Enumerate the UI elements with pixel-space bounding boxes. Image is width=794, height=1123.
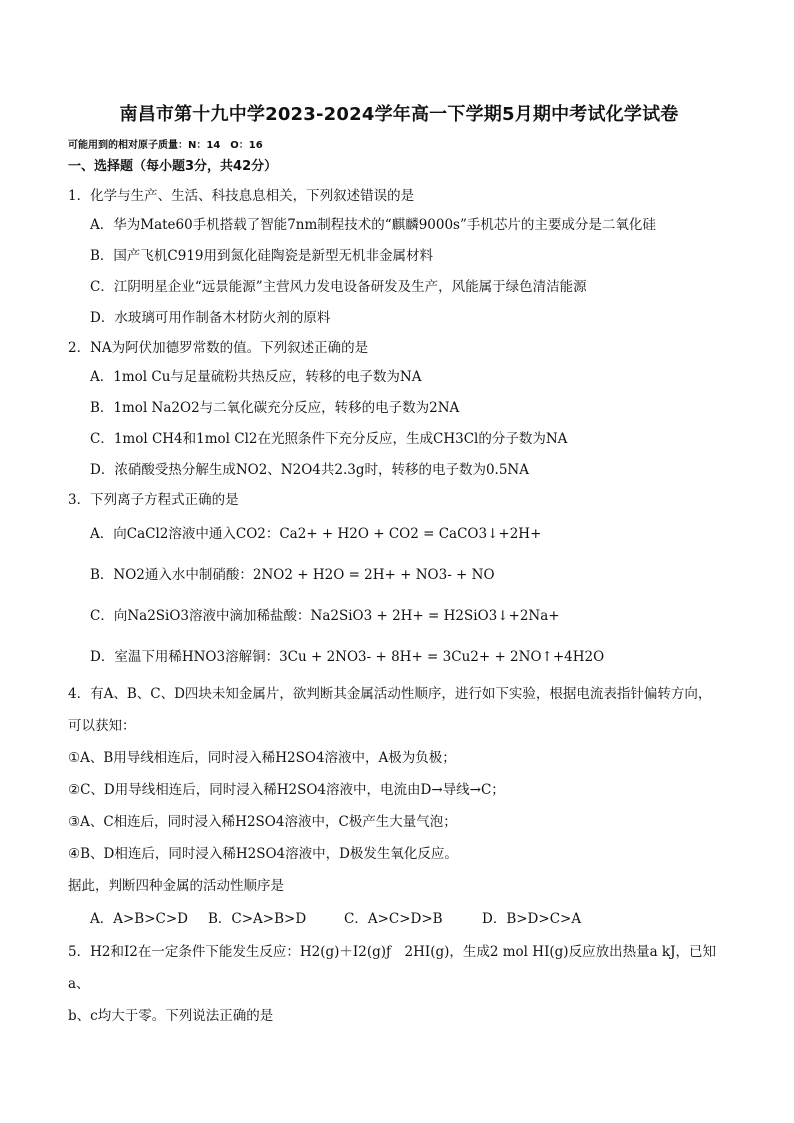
option-a: A．1mol Cu与足量硫粉共热反应，转移的电子数为NA [90, 369, 422, 385]
option-b: B．国产飞机C919用到氮化硅陶瓷是新型无机非金属材料 [90, 248, 434, 264]
option-d: D．室温下用稀HNO3溶解铜：3Cu + 2NO3- + 8H+ = 3Cu2+ + 2NO↑+4H2O [90, 649, 605, 665]
question-stem-continued: b、c均大于零。下列说法正确的是 [68, 1008, 274, 1024]
question-stem: 2．NA为阿伏加德罗常数的值。下列叙述正确的是 [68, 340, 369, 356]
atomic-mass-note: 可能用到的相对原子质量：N：14 O：16 [68, 140, 263, 151]
option-c: C．向Na2SiO3溶液中滴加稀盐酸：Na2SiO3 + 2H+ = H2SiO3↓+2Na+ [90, 608, 560, 624]
experiment-step-4: ④B、D相连后，同时浸入稀H2SO4溶液中，D极发生氧化反应。 [68, 846, 458, 862]
option-d: D．水玻璃可用作制备木材防火剂的原料 [90, 310, 331, 326]
experiment-step-2: ②C、D用导线相连后，同时浸入稀H2SO4溶液中，电流由D→导线→C； [68, 782, 505, 798]
option-a: A．华为Mate60手机搭载了智能7nm制程技术的“麒麟9000s”手机芯片的主要成分是二氧化硅 [90, 217, 656, 233]
experiment-step-1: ①A、B用导线相连后，同时浸入稀H2SO4溶液中，A极为负极； [68, 750, 456, 766]
question-stem: 3．下列离子方程式正确的是 [68, 492, 239, 508]
conclusion-prompt: 据此，判断四种金属的活动性顺序是 [68, 878, 284, 894]
option-a: A．向CaCl2溶液中通入CO2：Ca2+ + H2O + CO2 = CaCO3↓+2H+ [90, 526, 542, 542]
option-c: C．江阴明星企业“远景能源”主营风力发电设备研发及生产，风能属于绿色清洁能源 [90, 279, 587, 295]
option-a: A．A>B>C>D [90, 911, 189, 927]
section-heading-choice: 一、选择题（每小题3分，共42分） [68, 159, 278, 174]
option-b: B．C>A>B>D [208, 911, 307, 927]
question-3 [68, 486, 730, 678]
question-4 [68, 678, 730, 936]
option-d: D．浓硝酸受热分解生成NO2、N2O4共2.3g时，转移的电子数为0.5NA [90, 462, 529, 478]
option-row [90, 902, 730, 936]
question-stem-continued: 可以获知： [68, 718, 136, 734]
question-stem: 1．化学与生产、生活、科技息息相关，下列叙述错误的是 [68, 188, 415, 204]
experiment-step-3: ③A、C相连后，同时浸入稀H2SO4溶液中，C极产生大量气泡； [68, 814, 457, 830]
exam-title: 南昌市第十九中学2023-2024学年高一下学期5月期中考试化学试卷 [119, 104, 679, 125]
question-stem: 5．H2和I2在一定条件下能发生反应：H2(g)＋I2(g)ƒ 2HI(g)，生成2 mol HI(g)反应放出热量a kJ，已知a、 [68, 944, 717, 992]
option-c: C．A>C>D>B [344, 911, 443, 927]
question-stem: 4．有A、B、C、D四块未知金属片，欲判断其金属活动性顺序，进行如下实验，根据电流表指针偏转方向， [68, 686, 712, 702]
question-5 [68, 936, 730, 1032]
option-c: C．1mol CH4和1mol Cl2在光照条件下充分反应，生成CH3Cl的分子数为NA [90, 431, 568, 447]
option-b: B．1mol Na2O2与二氧化碳充分反应，转移的电子数为2NA [90, 400, 460, 416]
option-b: B．NO2通入水中制硝酸：2NO2 + H2O = 2H+ + NO3- + NO [90, 567, 495, 583]
option-d: D．B>D>C>A [482, 911, 582, 927]
question-1 [68, 182, 730, 334]
question-2 [68, 334, 730, 486]
